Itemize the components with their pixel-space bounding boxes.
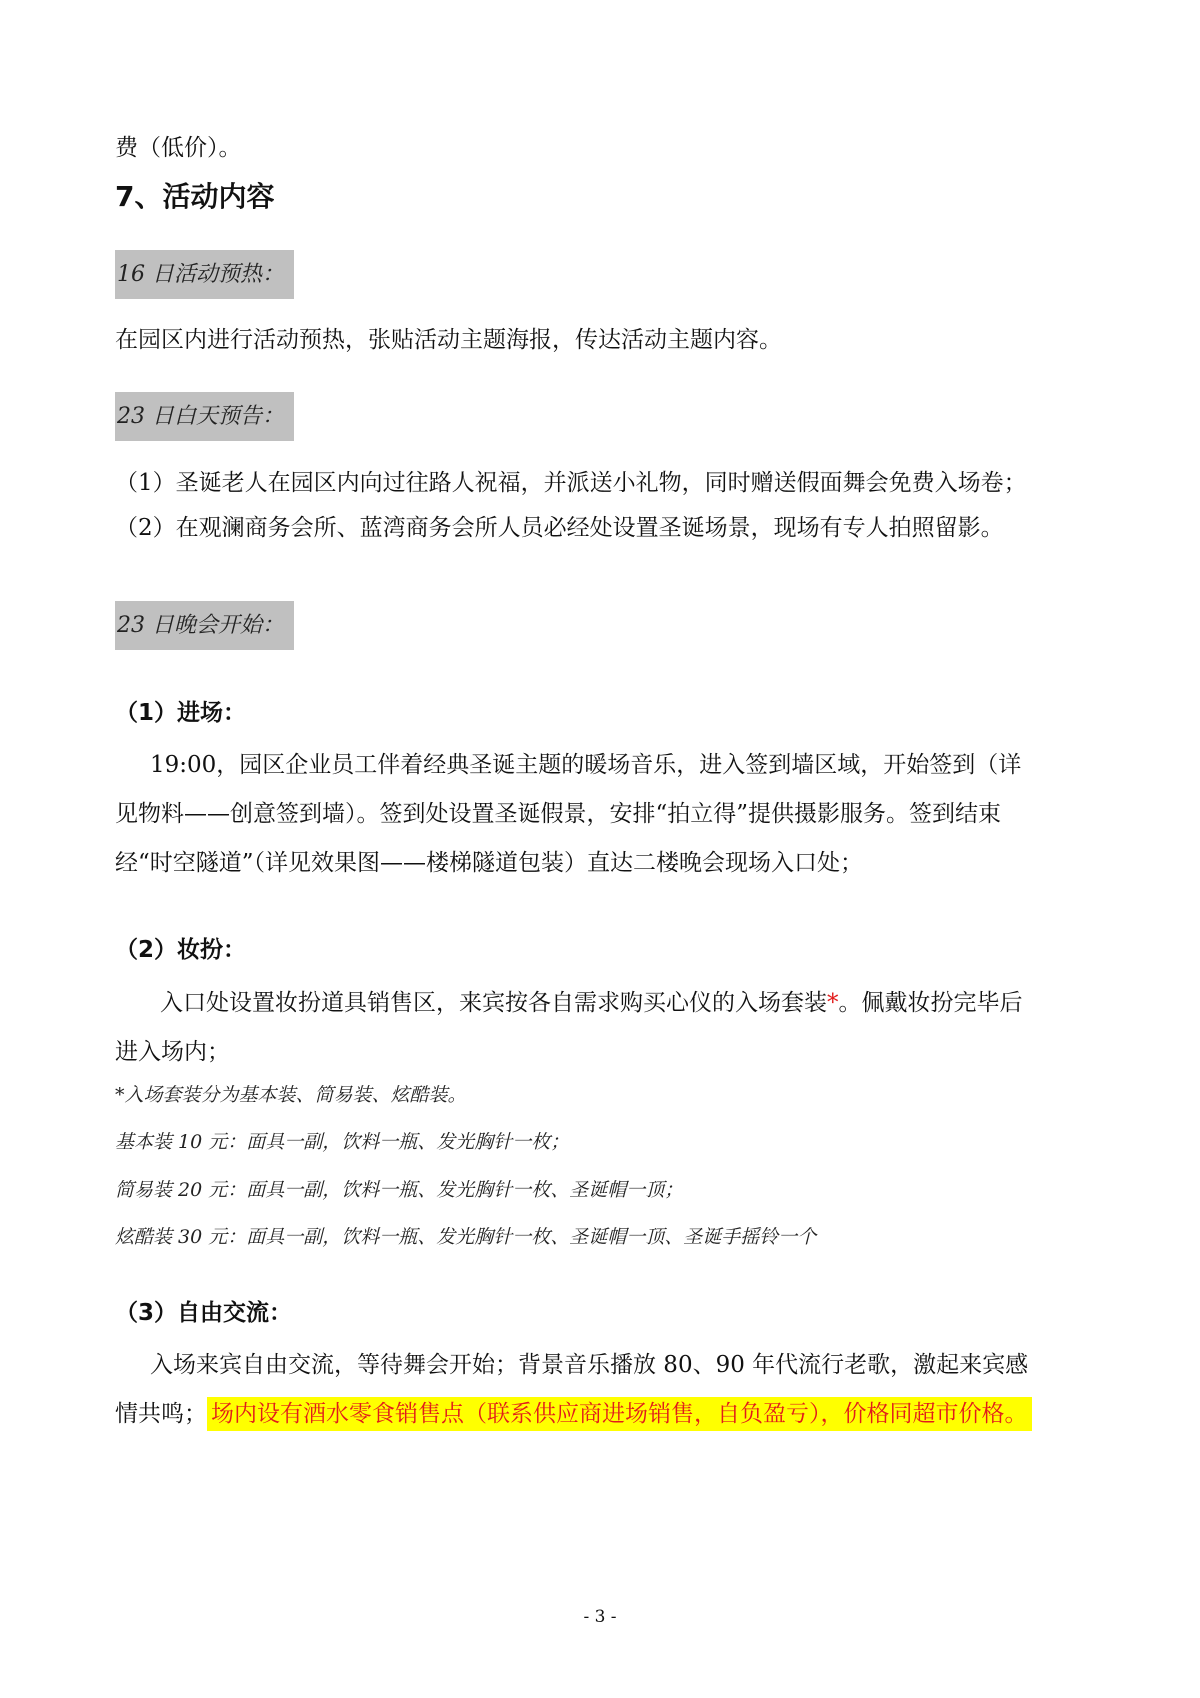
block1-text: 在园区内进行活动预热，张贴活动主题海报，传达活动主题内容。 (115, 327, 782, 353)
sub3-title: （3）自由交流： (115, 1300, 293, 1326)
lead-line: 费（低价）。 (115, 135, 242, 161)
block2-item: （2）在观澜商务会所、蓝湾商务会所人员必经处设置圣诞场景，现场有专人拍照留影。 (115, 515, 1004, 541)
sub2-line1 (160, 986, 1023, 1020)
sub2-line1-tail: 。佩戴妆扮完毕后 (838, 990, 1023, 1016)
sub2-line2: 进入场内； (115, 1039, 230, 1065)
block2-item: （1）圣诞老人在园区内向过往路人祝福，并派送小礼物，同时赠送假面舞会免费入场卷； (115, 470, 1027, 496)
page-number: - 3 - (583, 1607, 617, 1627)
sub3-line2-plain: 情共鸣； (115, 1401, 207, 1427)
sub1-line: 经“时空隧道”（详见效果图——楼梯隧道包装）直达二楼晚会现场入口处； (115, 850, 864, 876)
package-note: 炫酷装 30 元：面具一副，饮料一瓶、发光胸针一枚、圣诞帽一顶、圣诞手摇铃一个 (115, 1226, 817, 1248)
sub1-title: （1）进场： (115, 700, 247, 726)
package-note: 基本装 10 元：面具一副，饮料一瓶、发光胸针一枚； (115, 1131, 570, 1153)
sub2-line1-text: 入口处设置妆扮道具销售区，来宾按各自需求购买心仪的入场套装 (160, 990, 827, 1016)
section-heading: 7、活动内容 (115, 180, 275, 213)
block2-label: 23 日白天预告： (115, 392, 294, 441)
package-note: *入场套装分为基本装、简易装、炫酷装。 (115, 1084, 467, 1106)
sub2-title: （2）妆扮： (115, 937, 247, 963)
sub1-line: 19:00，园区企业员工伴着经典圣诞主题的暖场音乐，进入签到墙区域，开始签到（详 (150, 752, 1022, 778)
package-note: 简易装 20 元：面具一副，饮料一瓶、发光胸针一枚、圣诞帽一顶； (115, 1179, 684, 1201)
footnote-star: * (827, 990, 839, 1016)
sub3-line1: 入场来宾自由交流，等待舞会开始；背景音乐播放 80、90 年代流行老歌，激起来宾感 (150, 1352, 1029, 1378)
block3-label: 23 日晚会开始： (115, 601, 294, 650)
block1-label: 16 日活动预热： (115, 250, 294, 299)
highlighted-text: 场内设有酒水零食销售点（联系供应商进场销售，自负盈亏），价格同超市价格。 (207, 1397, 1032, 1431)
sub3-line2 (115, 1397, 1032, 1431)
sub1-line: 见物料——创意签到墙）。签到处设置圣诞假景，安排“拍立得”提供摄影服务。签到结束 (115, 801, 1002, 827)
